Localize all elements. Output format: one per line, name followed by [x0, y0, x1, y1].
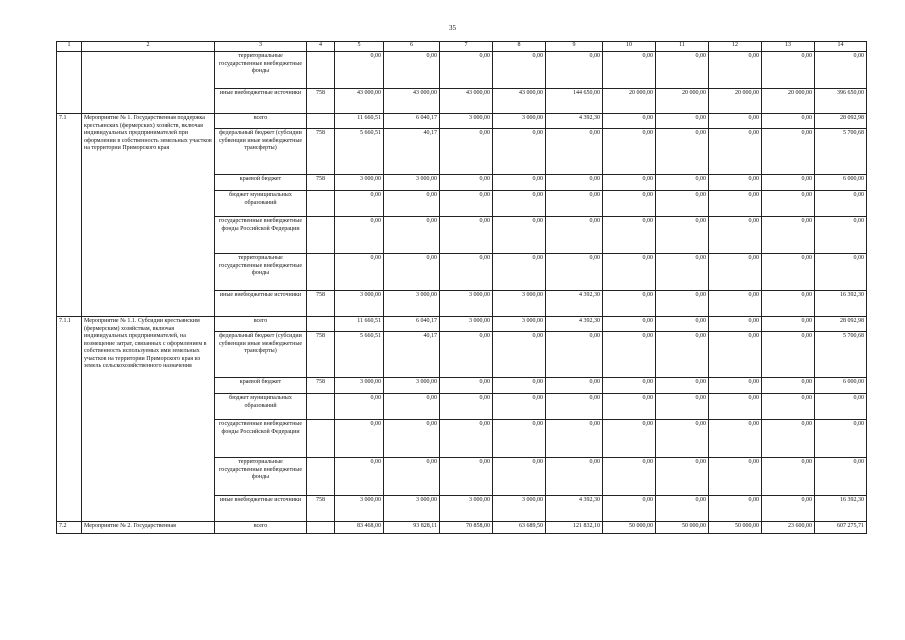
budget-code: [307, 191, 335, 217]
amount-cell: 0,00: [709, 114, 762, 129]
amount-cell: 0,00: [656, 394, 709, 420]
measure-index: 7.1.1: [57, 317, 82, 522]
budget-code: 758: [307, 291, 335, 317]
amount-cell: 0,00: [762, 394, 815, 420]
funding-source: бюджет муниципальных образований: [215, 191, 307, 217]
total-amount: 28 092,98: [815, 114, 867, 129]
amount-cell: 0,00: [440, 129, 493, 175]
funding-source: государственные внебюджетные фонды Российской Федерации: [215, 420, 307, 458]
amount-cell: 0,00: [603, 254, 656, 291]
measure-index: 7.1: [57, 114, 82, 317]
funding-source: бюджет муниципальных образований: [215, 394, 307, 420]
budget-table: [56, 41, 867, 534]
amount-cell: 0,00: [335, 394, 384, 420]
amount-cell: 0,00: [709, 129, 762, 175]
amount-cell: 0,00: [762, 378, 815, 394]
amount-cell: 5 660,51: [335, 332, 384, 378]
budget-code: 758: [307, 496, 335, 522]
amount-cell: 0,00: [384, 217, 440, 254]
amount-cell: 3 000,00: [440, 114, 493, 129]
amount-cell: 0,00: [603, 191, 656, 217]
amount-cell: 0,00: [440, 394, 493, 420]
amount-cell: 0,00: [493, 191, 546, 217]
amount-cell: 0,00: [603, 458, 656, 496]
amount-cell: 3 000,00: [440, 496, 493, 522]
budget-code: 758: [307, 129, 335, 175]
amount-cell: 0,00: [656, 129, 709, 175]
amount-cell: 0,00: [603, 52, 656, 89]
amount-cell: 11 660,51: [335, 317, 384, 332]
amount-cell: 0,00: [384, 52, 440, 89]
amount-cell: 0,00: [762, 114, 815, 129]
budget-code: [307, 317, 335, 332]
amount-cell: 0,00: [656, 332, 709, 378]
amount-cell: 0,00: [762, 175, 815, 191]
amount-cell: 121 832,10: [546, 522, 603, 534]
amount-cell: 0,00: [603, 394, 656, 420]
amount-cell: 0,00: [335, 217, 384, 254]
funding-source: федеральный бюджет (субсидии субвенции иные межбюджетные трансферты): [215, 332, 307, 378]
table-row: [57, 52, 867, 89]
amount-cell: 0,00: [656, 420, 709, 458]
table-row: [57, 317, 867, 332]
amount-cell: 0,00: [546, 129, 603, 175]
amount-cell: 0,00: [603, 420, 656, 458]
amount-cell: 0,00: [762, 191, 815, 217]
amount-cell: 4 392,30: [546, 317, 603, 332]
amount-cell: 0,00: [603, 129, 656, 175]
amount-cell: 0,00: [335, 52, 384, 89]
amount-cell: 0,00: [709, 217, 762, 254]
amount-cell: 3 000,00: [384, 378, 440, 394]
amount-cell: 0,00: [656, 254, 709, 291]
amount-cell: 0,00: [709, 378, 762, 394]
measure-index: 7.2: [57, 522, 82, 534]
budget-code: 758: [307, 378, 335, 394]
table-row: [57, 522, 867, 534]
column-number-14: 14: [815, 42, 867, 52]
column-number-5: 5: [335, 42, 384, 52]
amount-cell: 0,00: [603, 496, 656, 522]
amount-cell: 0,00: [709, 175, 762, 191]
amount-cell: 0,00: [656, 175, 709, 191]
amount-cell: 43 000,00: [384, 89, 440, 114]
column-number-13: 13: [762, 42, 815, 52]
total-amount: 0,00: [815, 394, 867, 420]
column-number-7: 7: [440, 42, 493, 52]
amount-cell: 0,00: [493, 420, 546, 458]
column-number-12: 12: [709, 42, 762, 52]
amount-cell: 50 000,00: [603, 522, 656, 534]
amount-cell: 0,00: [762, 291, 815, 317]
funding-source: иные внебюджетные источники: [215, 496, 307, 522]
total-amount: 5 700,68: [815, 332, 867, 378]
funding-source: федеральный бюджет (субсидии субвенции иные межбюджетные трансферты): [215, 129, 307, 175]
amount-cell: 83 468,00: [335, 522, 384, 534]
amount-cell: 0,00: [762, 129, 815, 175]
funding-source: иные внебюджетные источники: [215, 291, 307, 317]
amount-cell: 0,00: [709, 317, 762, 332]
funding-source: иные внебюджетные источники: [215, 89, 307, 114]
measure-title: Мероприятие № 2. Государственная: [82, 522, 215, 534]
amount-cell: 0,00: [656, 317, 709, 332]
column-numbers-row: [57, 42, 867, 52]
amount-cell: 4 392,30: [546, 496, 603, 522]
amount-cell: 43 000,00: [335, 89, 384, 114]
total-amount: 0,00: [815, 52, 867, 89]
amount-cell: 0,00: [656, 217, 709, 254]
amount-cell: 0,00: [656, 458, 709, 496]
amount-cell: 0,00: [335, 254, 384, 291]
measure-title: [82, 52, 215, 114]
amount-cell: 0,00: [709, 458, 762, 496]
amount-cell: 0,00: [546, 254, 603, 291]
funding-source: территориальные государственные внебюджетные фонды: [215, 458, 307, 496]
amount-cell: 0,00: [546, 420, 603, 458]
amount-cell: 0,00: [384, 394, 440, 420]
amount-cell: 4 392,30: [546, 114, 603, 129]
amount-cell: 6 040,17: [384, 317, 440, 332]
budget-code: [307, 114, 335, 129]
amount-cell: 3 000,00: [384, 291, 440, 317]
budget-code: [307, 254, 335, 291]
amount-cell: 63 689,50: [493, 522, 546, 534]
amount-cell: 0,00: [603, 217, 656, 254]
amount-cell: 0,00: [603, 175, 656, 191]
amount-cell: 0,00: [493, 217, 546, 254]
amount-cell: 3 000,00: [440, 317, 493, 332]
amount-cell: 0,00: [546, 394, 603, 420]
amount-cell: 0,00: [546, 52, 603, 89]
column-number-11: 11: [656, 42, 709, 52]
amount-cell: 0,00: [440, 217, 493, 254]
amount-cell: 0,00: [546, 378, 603, 394]
table-body: [57, 42, 867, 534]
amount-cell: 0,00: [493, 378, 546, 394]
amount-cell: 0,00: [603, 378, 656, 394]
amount-cell: 0,00: [493, 254, 546, 291]
amount-cell: 0,00: [762, 332, 815, 378]
budget-code: 758: [307, 89, 335, 114]
amount-cell: 5 660,51: [335, 129, 384, 175]
amount-cell: 0,00: [440, 52, 493, 89]
amount-cell: 3 000,00: [384, 496, 440, 522]
amount-cell: 0,00: [656, 496, 709, 522]
total-amount: 607 275,71: [815, 522, 867, 534]
budget-code: 758: [307, 175, 335, 191]
amount-cell: 0,00: [709, 332, 762, 378]
funding-source: всего: [215, 522, 307, 534]
funding-source: краевой бюджет: [215, 378, 307, 394]
amount-cell: 0,00: [656, 114, 709, 129]
budget-code: 758: [307, 332, 335, 378]
amount-cell: 4 392,30: [546, 291, 603, 317]
budget-code: [307, 217, 335, 254]
amount-cell: 43 000,00: [440, 89, 493, 114]
amount-cell: 0,00: [546, 332, 603, 378]
amount-cell: 3 000,00: [493, 291, 546, 317]
amount-cell: 0,00: [384, 254, 440, 291]
measure-title: Мероприятие № 1. Государственная поддержка крестьянских (фермерских) хозяйств, включая индивидуальных предпринимателей при оформлении в собственность земельных участков на территории Приморского края: [82, 114, 215, 317]
amount-cell: 0,00: [440, 458, 493, 496]
amount-cell: 0,00: [762, 254, 815, 291]
amount-cell: 3 000,00: [335, 378, 384, 394]
amount-cell: 0,00: [335, 191, 384, 217]
amount-cell: 0,00: [762, 317, 815, 332]
column-number-1: 1: [57, 42, 82, 52]
total-amount: 16 392,30: [815, 496, 867, 522]
amount-cell: 0,00: [335, 458, 384, 496]
amount-cell: 0,00: [440, 332, 493, 378]
funding-source: государственные внебюджетные фонды Российской Федерации: [215, 217, 307, 254]
amount-cell: 0,00: [335, 420, 384, 458]
column-number-3: 3: [215, 42, 307, 52]
amount-cell: 0,00: [384, 458, 440, 496]
amount-cell: 3 000,00: [440, 291, 493, 317]
funding-source: территориальные государственные внебюджетные фонды: [215, 254, 307, 291]
amount-cell: 144 650,00: [546, 89, 603, 114]
column-number-9: 9: [546, 42, 603, 52]
amount-cell: 0,00: [603, 332, 656, 378]
amount-cell: 0,00: [493, 52, 546, 89]
total-amount: 6 000,00: [815, 378, 867, 394]
column-number-2: 2: [82, 42, 215, 52]
total-amount: 16 392,30: [815, 291, 867, 317]
amount-cell: 0,00: [762, 52, 815, 89]
amount-cell: 0,00: [440, 254, 493, 291]
amount-cell: 0,00: [762, 458, 815, 496]
amount-cell: 0,00: [384, 191, 440, 217]
budget-code: [307, 394, 335, 420]
total-amount: 0,00: [815, 458, 867, 496]
funding-source: краевой бюджет: [215, 175, 307, 191]
amount-cell: 0,00: [762, 420, 815, 458]
amount-cell: 0,00: [384, 420, 440, 458]
amount-cell: 0,00: [709, 254, 762, 291]
budget-code: [307, 522, 335, 534]
amount-cell: 0,00: [709, 52, 762, 89]
total-amount: 28 092,98: [815, 317, 867, 332]
amount-cell: 0,00: [709, 191, 762, 217]
total-amount: 0,00: [815, 191, 867, 217]
amount-cell: 0,00: [440, 420, 493, 458]
amount-cell: 0,00: [709, 291, 762, 317]
budget-code: [307, 52, 335, 89]
amount-cell: 40,17: [384, 129, 440, 175]
table-row: [57, 114, 867, 129]
amount-cell: 0,00: [762, 217, 815, 254]
page-number: 35: [449, 24, 456, 32]
amount-cell: 6 040,17: [384, 114, 440, 129]
total-amount: 0,00: [815, 420, 867, 458]
amount-cell: 0,00: [440, 378, 493, 394]
amount-cell: 50 000,00: [656, 522, 709, 534]
column-number-8: 8: [493, 42, 546, 52]
amount-cell: 3 000,00: [493, 114, 546, 129]
amount-cell: 3 000,00: [493, 496, 546, 522]
amount-cell: 0,00: [656, 52, 709, 89]
total-amount: 5 700,68: [815, 129, 867, 175]
amount-cell: 0,00: [709, 394, 762, 420]
amount-cell: 0,00: [546, 175, 603, 191]
amount-cell: 0,00: [709, 420, 762, 458]
amount-cell: 20 000,00: [656, 89, 709, 114]
amount-cell: 23 600,00: [762, 522, 815, 534]
budget-code: [307, 458, 335, 496]
amount-cell: 0,00: [656, 191, 709, 217]
amount-cell: 3 000,00: [384, 175, 440, 191]
amount-cell: 20 000,00: [762, 89, 815, 114]
amount-cell: 0,00: [656, 378, 709, 394]
amount-cell: 0,00: [493, 332, 546, 378]
measure-index: [57, 52, 82, 114]
amount-cell: 0,00: [603, 317, 656, 332]
column-number-4: 4: [307, 42, 335, 52]
amount-cell: 3 000,00: [335, 291, 384, 317]
amount-cell: 11 660,51: [335, 114, 384, 129]
column-number-6: 6: [384, 42, 440, 52]
amount-cell: 0,00: [546, 458, 603, 496]
amount-cell: 0,00: [440, 191, 493, 217]
amount-cell: 0,00: [603, 114, 656, 129]
amount-cell: 50 000,00: [709, 522, 762, 534]
amount-cell: 20 000,00: [709, 89, 762, 114]
measure-title: Мероприятие № 1.1. Субсидии крестьянским (фермерским) хозяйствам, включая индивидуальных предпринимателей, на возмещение затрат, связанных с оформлением в собственность используемых ими земельных участков на территории Приморского края из земель сельскохозяйственного назначения: [82, 317, 215, 522]
column-number-10: 10: [603, 42, 656, 52]
total-amount: 0,00: [815, 254, 867, 291]
amount-cell: 0,00: [546, 191, 603, 217]
budget-code: [307, 420, 335, 458]
amount-cell: 0,00: [656, 291, 709, 317]
funding-source: всего: [215, 317, 307, 332]
amount-cell: 0,00: [603, 291, 656, 317]
amount-cell: 43 000,00: [493, 89, 546, 114]
amount-cell: 0,00: [546, 217, 603, 254]
amount-cell: 0,00: [440, 175, 493, 191]
amount-cell: 93 828,11: [384, 522, 440, 534]
amount-cell: 0,00: [709, 496, 762, 522]
amount-cell: 0,00: [493, 458, 546, 496]
funding-source: всего: [215, 114, 307, 129]
amount-cell: 0,00: [493, 394, 546, 420]
amount-cell: 3 000,00: [335, 496, 384, 522]
total-amount: 396 650,00: [815, 89, 867, 114]
total-amount: 0,00: [815, 217, 867, 254]
amount-cell: 0,00: [493, 175, 546, 191]
amount-cell: 3 000,00: [335, 175, 384, 191]
amount-cell: 40,17: [384, 332, 440, 378]
total-amount: 6 000,00: [815, 175, 867, 191]
amount-cell: 0,00: [493, 129, 546, 175]
funding-source: территориальные государственные внебюджетные фонды: [215, 52, 307, 89]
amount-cell: 3 000,00: [493, 317, 546, 332]
amount-cell: 70 858,00: [440, 522, 493, 534]
amount-cell: 20 000,00: [603, 89, 656, 114]
amount-cell: 0,00: [762, 496, 815, 522]
